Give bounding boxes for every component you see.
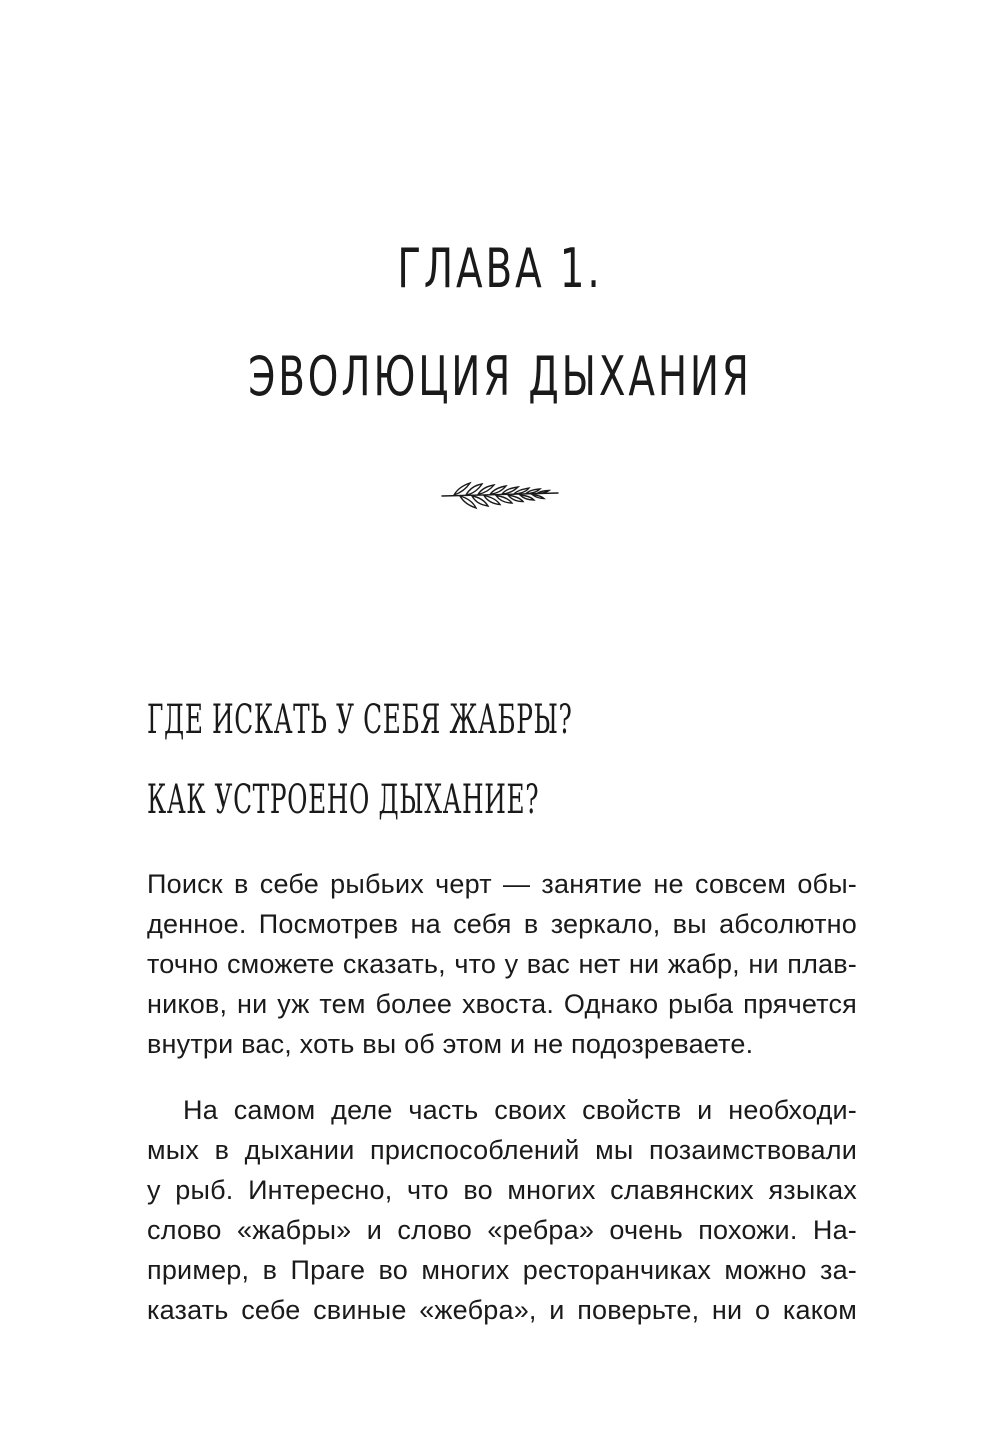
section-heading-line-2: КАК УСТРОЕНО ДЫХАНИЕ?	[147, 777, 540, 823]
paragraph-line: у рыб. Интересно, что во многих славянских языках	[147, 1175, 857, 1205]
paragraph-line: денное. Посмотрев на себя в зеркало, вы абсолютно	[147, 909, 857, 939]
paragraph-line: Поиск в себе рыбьих черт — занятие не совсем обы-	[147, 869, 857, 899]
paragraph-line: На самом деле часть своих свойств и необходи-	[183, 1095, 857, 1125]
paragraph-line: точно сможете сказать, что у вас нет ни жабр, ни плав-	[147, 949, 857, 979]
paragraph-line: слово «жабры» и слово «ребра» очень похожи. На-	[147, 1215, 857, 1245]
chapter-name: ЭВОЛЮЦИЯ ДЫХАНИЯ	[248, 345, 752, 408]
paragraph-line: пример, в Праге во многих ресторанчиках можно за-	[147, 1255, 857, 1285]
paragraph-line: мых в дыхании приспособлений мы позаимствовали	[147, 1135, 857, 1165]
paragraph-line: казать себе свиные «жебра», и поверьте, ни о каком	[147, 1295, 857, 1325]
fern-branch-icon	[440, 475, 560, 515]
paragraph-line: внутри вас, хоть вы об этом и не подозреваете.	[147, 1029, 754, 1059]
section-heading-line-1: ГДЕ ИСКАТЬ У СЕБЯ ЖАБРЫ?	[147, 697, 573, 743]
paragraph-2	[147, 1090, 857, 1330]
paragraph-line: ников, ни уж тем более хвоста. Однако рыба прячется	[147, 989, 857, 1019]
paragraph-1	[147, 864, 857, 1064]
chapter-number: ГЛАВА 1.	[397, 237, 603, 300]
chapter-title	[0, 215, 1000, 431]
section-heading	[147, 680, 867, 840]
